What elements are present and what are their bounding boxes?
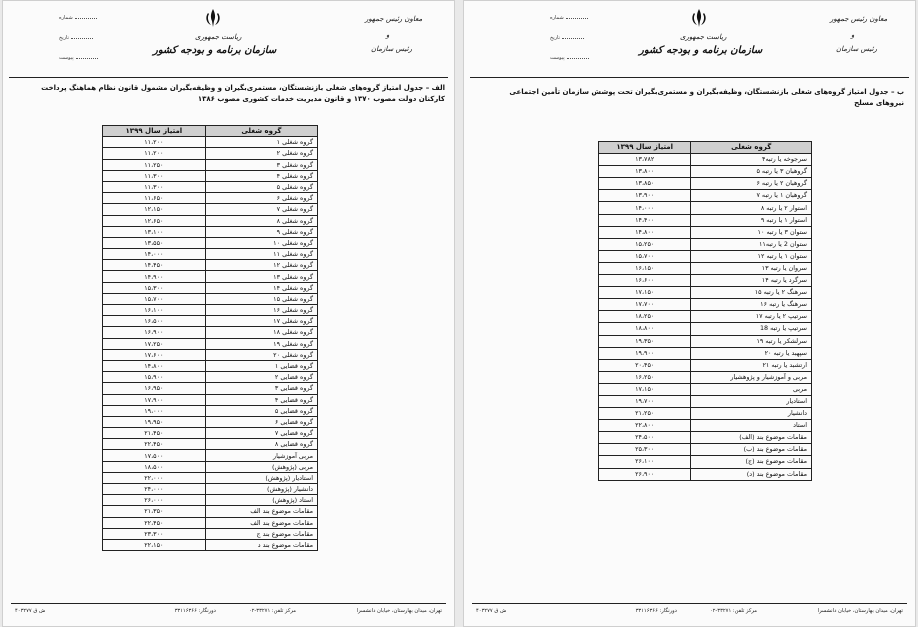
job-group-cell: گروه شغلی ۴ [205, 170, 317, 181]
job-group-cell: سروان یا رتبه ۱۳ [691, 262, 812, 274]
points-cell: ۲۱،۴۵۰ [103, 428, 206, 439]
points-cell: ۱۵،۹۰۰ [103, 372, 206, 383]
job-group-cell: گروه قضایی ۳ [205, 383, 317, 394]
points-cell: ۱۵،۷۰۰ [599, 250, 691, 262]
column-header-points: امتیاز سال ۱۳۹۹ [599, 142, 691, 154]
points-cell: ۱۱،۲۰۰ [103, 148, 206, 159]
points-cell: ۲۲،۴۵۰ [103, 439, 206, 450]
table-row [599, 214, 812, 226]
table-row [103, 506, 318, 517]
points-cell: ۱۴،۴۰۰ [599, 214, 691, 226]
points-cell: ۱۶،۵۰۰ [103, 316, 206, 327]
job-group-cell: گروه قضایی ۷ [205, 428, 317, 439]
head-of-org-label: رئیس سازمان [836, 45, 877, 53]
table-row [103, 271, 318, 282]
job-group-cell: مقامات موضوع بند (د) [691, 468, 812, 480]
table-header-row [599, 142, 812, 154]
points-cell: ۲۲،۰۰۰ [103, 472, 206, 483]
footer-phone: مرکز تلفن: ۳۳۲۷۱-۰۲ [709, 608, 757, 614]
job-group-cell: گروه شغلی ۱۶ [205, 305, 317, 316]
table-row [103, 528, 318, 539]
page-footer [472, 603, 907, 620]
job-group-cell: ستوان ۱ یا رتبه ۱۲ [691, 250, 812, 262]
points-cell: ۲۱،۳۵۰ [103, 506, 206, 517]
job-group-cell: گروه قضایی ۵ [205, 405, 317, 416]
job-group-cell: گروه شغلی ۷ [205, 204, 317, 215]
job-group-cell: سرهنگ ۲ یا رتبه ۱۵ [691, 287, 812, 299]
job-group-cell: مربی و آموزشیار و پژوهشیار [691, 371, 812, 383]
table-row [103, 428, 318, 439]
table-row [103, 405, 318, 416]
table-row [599, 275, 812, 287]
job-group-cell: دانشیار [691, 408, 812, 420]
job-group-cell: سرتیپ ۲ یا رتبه ۱۷ [691, 311, 812, 323]
points-cell: ۱۱،۶۵۰ [103, 193, 206, 204]
points-cell: ۲۵،۳۰۰ [599, 444, 691, 456]
job-group-cell: سپهبد یا رتبه ۲۰ [691, 347, 812, 359]
footer-code: ش ق ۴۰۳۲۷۷ [476, 608, 507, 614]
table-row [599, 287, 812, 299]
table-row [103, 394, 318, 405]
table-row [599, 190, 812, 202]
iran-emblem-icon [688, 7, 710, 29]
table-row [103, 260, 318, 271]
points-cell: ۱۹،۳۵۰ [599, 335, 691, 347]
table-row [599, 444, 812, 456]
table-row [103, 495, 318, 506]
points-cell: ۱۶،۹۵۰ [103, 383, 206, 394]
table-row [103, 215, 318, 226]
table-row [599, 250, 812, 262]
vice-president-label: معاون رئیس جمهور [365, 15, 423, 23]
table-row [103, 237, 318, 248]
head-of-org-label: رئیس سازمان [371, 45, 412, 53]
job-group-cell: استاد (پژوهش) [205, 495, 317, 506]
table-row [103, 472, 318, 483]
job-group-cell: مقامات موضوع بند (ب) [691, 444, 812, 456]
table-row [103, 338, 318, 349]
column-header-group: گروه شغلی [205, 126, 317, 137]
points-cell: ۱۸،۸۰۰ [599, 323, 691, 335]
table-row [599, 371, 812, 383]
table-row [103, 450, 318, 461]
job-group-cell: گروه شغلی ۵ [205, 181, 317, 192]
points-cell: ۱۳،۵۵۰ [103, 237, 206, 248]
job-group-cell: استوار ۲ یا رتبه ۸ [691, 202, 812, 214]
points-cell: ۱۴،۰۰۰ [103, 249, 206, 260]
job-group-cell: گروه شغلی ۲۰ [205, 349, 317, 360]
table-row [599, 395, 812, 407]
table-row [103, 316, 318, 327]
points-cell: ۱۷،۱۵۰ [599, 287, 691, 299]
table-row [103, 383, 318, 394]
vice-and-label: و [851, 31, 855, 39]
points-cell: ۱۲،۶۵۰ [103, 215, 206, 226]
footer-phone: مرکز تلفن: ۳۳۲۷۱-۰۲ [248, 608, 296, 614]
page-footer [11, 603, 446, 620]
points-cell: ۱۷،۲۵۰ [103, 338, 206, 349]
points-cell: ۱۷،۶۰۰ [103, 349, 206, 360]
job-group-cell: گروه قضایی ۸ [205, 439, 317, 450]
job-group-cell: سرهنگ یا رتبه ۱۶ [691, 299, 812, 311]
job-group-cell: گروه شغلی ۳ [205, 159, 317, 170]
table-row [103, 137, 318, 148]
job-group-cell: گروهبان ۱ یا رتبه ۷ [691, 190, 812, 202]
job-group-cell: استادیار (پژوهش) [205, 472, 317, 483]
job-group-cell: گروه شغلی ۱۷ [205, 316, 317, 327]
table-row [599, 166, 812, 178]
table-row [103, 349, 318, 360]
points-cell: ۱۸،۲۵۰ [599, 311, 691, 323]
iran-emblem-icon [202, 7, 224, 29]
points-cell: ۱۵،۳۰۰ [103, 282, 206, 293]
table-row [103, 372, 318, 383]
job-group-cell: مقامات موضوع بند الف [205, 517, 317, 528]
job-group-cell: سرتیپ یا رتبه 18 [691, 323, 812, 335]
points-cell: ۱۵،۲۵۰ [599, 238, 691, 250]
table-row [103, 539, 318, 550]
table-row [599, 323, 812, 335]
points-cell: ۱۴،۹۰۰ [103, 271, 206, 282]
table-row [599, 202, 812, 214]
job-group-cell: سرجوخه یا رتبه۴ [691, 154, 812, 166]
table-row [599, 311, 812, 323]
table-description: ب – جدول امتیاز گروه‌های شغلی بازنشستگان، وظیفه‌بگیران و مستمری‌بگیران تحت پوشش سازمان تأمین اجتماعی نیروهای مسلح [509, 88, 904, 107]
table-row [599, 154, 812, 166]
job-group-cell: گروه شغلی ۱۳ [205, 271, 317, 282]
table-row [103, 439, 318, 450]
points-cell: ۲۱،۲۵۰ [599, 408, 691, 420]
job-group-cell: ستوان 2 یا رتبه۱۱ [691, 238, 812, 250]
table-row [599, 456, 812, 468]
job-group-cell: مقامات موضوع بند د [205, 539, 317, 550]
points-cell: ۱۶،۱۰۰ [103, 305, 206, 316]
job-group-cell: مقامات موضوع بند الف [205, 506, 317, 517]
header-divider [9, 77, 448, 78]
table-row [599, 262, 812, 274]
table-row [599, 359, 812, 371]
table-row [103, 305, 318, 316]
document-page-left [2, 0, 455, 627]
header-subtitle: ریاست جمهوری [680, 33, 727, 41]
attachment-field: پیوست [550, 55, 589, 61]
table-row [103, 193, 318, 204]
job-group-cell: گروه شغلی ۱۲ [205, 260, 317, 271]
job-group-cell: گروه قضایی ۴ [205, 394, 317, 405]
job-group-cell: گروه شغلی ۱۱ [205, 249, 317, 260]
points-cell: ۱۹،۹۵۰ [103, 416, 206, 427]
job-group-cell: گروه شغلی ۲ [205, 148, 317, 159]
points-cell: ۱۷،۵۰۰ [103, 450, 206, 461]
job-group-cell: مقامات موضوع بند ج [205, 528, 317, 539]
points-cell: ۱۳،۹۰۰ [599, 190, 691, 202]
points-cell: ۱۱،۲۰۰ [103, 137, 206, 148]
points-cell: ۱۱،۳۰۰ [103, 170, 206, 181]
footer-fax: دورنگار: ۳۳۱۱۶۳۶۶ [635, 608, 677, 614]
table-row [103, 327, 318, 338]
job-group-cell: گروه شغلی ۱۸ [205, 327, 317, 338]
points-cell: ۱۴،۸۰۰ [599, 226, 691, 238]
header-divider [470, 77, 909, 78]
points-cell: ۱۸،۵۰۰ [103, 461, 206, 472]
points-cell: ۱۶،۲۵۰ [599, 371, 691, 383]
table-row [103, 181, 318, 192]
points-cell: ۱۶،۶۰۰ [599, 275, 691, 287]
job-group-cell: گروه شغلی ۹ [205, 226, 317, 237]
table-row [103, 293, 318, 304]
job-group-cell: گروه شغلی ۱۴ [205, 282, 317, 293]
column-header-group: گروه شغلی [691, 142, 812, 154]
points-cell: ۲۴،۵۰۰ [599, 432, 691, 444]
points-cell: ۱۴،۴۵۰ [103, 260, 206, 271]
points-cell: ۱۷،۷۰۰ [599, 299, 691, 311]
points-cell: ۱۷،۹۰۰ [103, 394, 206, 405]
points-cell: ۱۹،۰۰۰ [103, 405, 206, 416]
points-cell: ۱۹،۷۰۰ [599, 395, 691, 407]
points-cell: ۱۲،۱۵۰ [103, 204, 206, 215]
number-field: شماره [59, 15, 97, 21]
points-cell: ۱۶،۱۵۰ [599, 262, 691, 274]
job-group-cell: ارتشبد یا رتبه ۲۱ [691, 359, 812, 371]
date-field: تاریخ [550, 35, 584, 41]
points-cell: ۱۳،۸۵۰ [599, 178, 691, 190]
table-row [599, 347, 812, 359]
job-group-cell: سرلشکر یا رتبه ۱۹ [691, 335, 812, 347]
points-cell: ۱۳،۸۰۰ [599, 166, 691, 178]
job-group-cell: سرگرد یا رتبه ۱۴ [691, 275, 812, 287]
document-page-right [463, 0, 916, 627]
job-group-cell: مربی آموزشیار [205, 450, 317, 461]
table-row [599, 468, 812, 480]
job-group-cell: گروه قضایی ۱ [205, 360, 317, 371]
points-cell: ۲۴،۰۰۰ [103, 484, 206, 495]
job-group-cell: ستوان ۳ یا رتبه ۱۰ [691, 226, 812, 238]
job-group-cell: گروهبان ۲ یا رتبه ۶ [691, 178, 812, 190]
table-row [599, 432, 812, 444]
table-row [599, 335, 812, 347]
job-group-cell: گروه شغلی ۱ [205, 137, 317, 148]
points-cell: ۱۹،۹۰۰ [599, 347, 691, 359]
table-row [103, 148, 318, 159]
table-description: الف – جدول امتیاز گروه‌های شغلی بازنشستگان، مستمری‌بگیران و وظیفه‌بگیران مشمول قانون نظام هماهنگ پرداخت کارکنان دولت مصوب ۱۳۷۰ و قانون مدیریت خدمات کشوری مصوب ۱۳۸۶ [41, 84, 445, 103]
vice-president-label: معاون رئیس جمهور [830, 15, 888, 23]
header-subtitle: ریاست جمهوری [195, 33, 242, 41]
job-group-cell: گروه شغلی ۱۵ [205, 293, 317, 304]
points-cell: ۲۶،۰۰۰ [103, 495, 206, 506]
column-header-points: امتیاز سال ۱۳۹۹ [103, 126, 206, 137]
vice-and-label: و [386, 31, 390, 39]
header-title: سازمان برنامه و بودجه کشور [639, 45, 763, 56]
job-group-cell: گروه شغلی ۱۹ [205, 338, 317, 349]
points-cell: ۱۱،۲۵۰ [103, 159, 206, 170]
table-row [103, 226, 318, 237]
points-cell: ۲۲،۸۰۰ [599, 420, 691, 432]
table-header-row [103, 126, 318, 137]
job-group-cell: استاد [691, 420, 812, 432]
table-row [103, 416, 318, 427]
footer-address: تهران، میدان بهارستان، خیابان دانشسرا [356, 608, 442, 614]
attachment-field: پیوست [59, 55, 98, 61]
table-row [599, 408, 812, 420]
table-row [599, 226, 812, 238]
points-cell: ۲۲،۴۵۰ [103, 517, 206, 528]
job-group-cell: گروه شغلی ۱۰ [205, 237, 317, 248]
job-group-cell: گروه شغلی ۸ [205, 215, 317, 226]
points-cell: ۱۷،۱۵۰ [599, 383, 691, 395]
table-row [103, 282, 318, 293]
date-field: تاریخ [59, 35, 93, 41]
points-cell: ۱۳،۱۰۰ [103, 226, 206, 237]
job-group-cell: گروهبان ۳ یا رتبه ۵ [691, 166, 812, 178]
points-cell: ۱۴،۰۰۰ [599, 202, 691, 214]
points-cell: ۲۲،۱۵۰ [103, 539, 206, 550]
table-row [103, 517, 318, 528]
points-cell: ۱۱،۳۰۰ [103, 181, 206, 192]
table-row [103, 170, 318, 181]
job-group-cell: گروه شغلی ۶ [205, 193, 317, 204]
points-cell: ۱۴،۸۰۰ [103, 360, 206, 371]
points-cell: ۱۳،۷۸۲ [599, 154, 691, 166]
job-group-cell: مربی (پژوهش) [205, 461, 317, 472]
job-group-cell: گروه قضایی ۶ [205, 416, 317, 427]
footer-fax: دورنگار: ۳۳۱۱۶۳۶۶ [174, 608, 216, 614]
table-row [103, 204, 318, 215]
table-row [103, 484, 318, 495]
job-group-cell: مقامات موضوع بند (ج) [691, 456, 812, 468]
points-cell: ۲۶،۱۰۰ [599, 456, 691, 468]
job-group-cell: گروه قضایی ۲ [205, 372, 317, 383]
table-row [103, 461, 318, 472]
points-table-left [102, 125, 318, 551]
points-cell: ۲۰،۴۵۰ [599, 359, 691, 371]
job-group-cell: مربی [691, 383, 812, 395]
points-table-right [598, 141, 812, 481]
points-cell: ۱۶،۹۰۰ [103, 327, 206, 338]
job-group-cell: استوار ۱ یا رتبه ۹ [691, 214, 812, 226]
table-row [599, 178, 812, 190]
table-row [599, 420, 812, 432]
header-title: سازمان برنامه و بودجه کشور [153, 45, 277, 56]
table-row [103, 249, 318, 260]
job-group-cell: دانشیار (پژوهش) [205, 484, 317, 495]
job-group-cell: مقامات موضوع بند (الف) [691, 432, 812, 444]
number-field: شماره [550, 15, 588, 21]
table-row [103, 159, 318, 170]
table-row [599, 383, 812, 395]
table-row [599, 299, 812, 311]
table-row [103, 360, 318, 371]
table-row [599, 238, 812, 250]
footer-code: ش ق ۴۰۳۲۷۷ [15, 608, 46, 614]
points-cell: ۲۶،۹۰۰ [599, 468, 691, 480]
points-cell: ۱۵،۷۰۰ [103, 293, 206, 304]
points-cell: ۲۳،۳۰۰ [103, 528, 206, 539]
footer-address: تهران، میدان بهارستان، خیابان دانشسرا [817, 608, 903, 614]
job-group-cell: استادیار [691, 395, 812, 407]
